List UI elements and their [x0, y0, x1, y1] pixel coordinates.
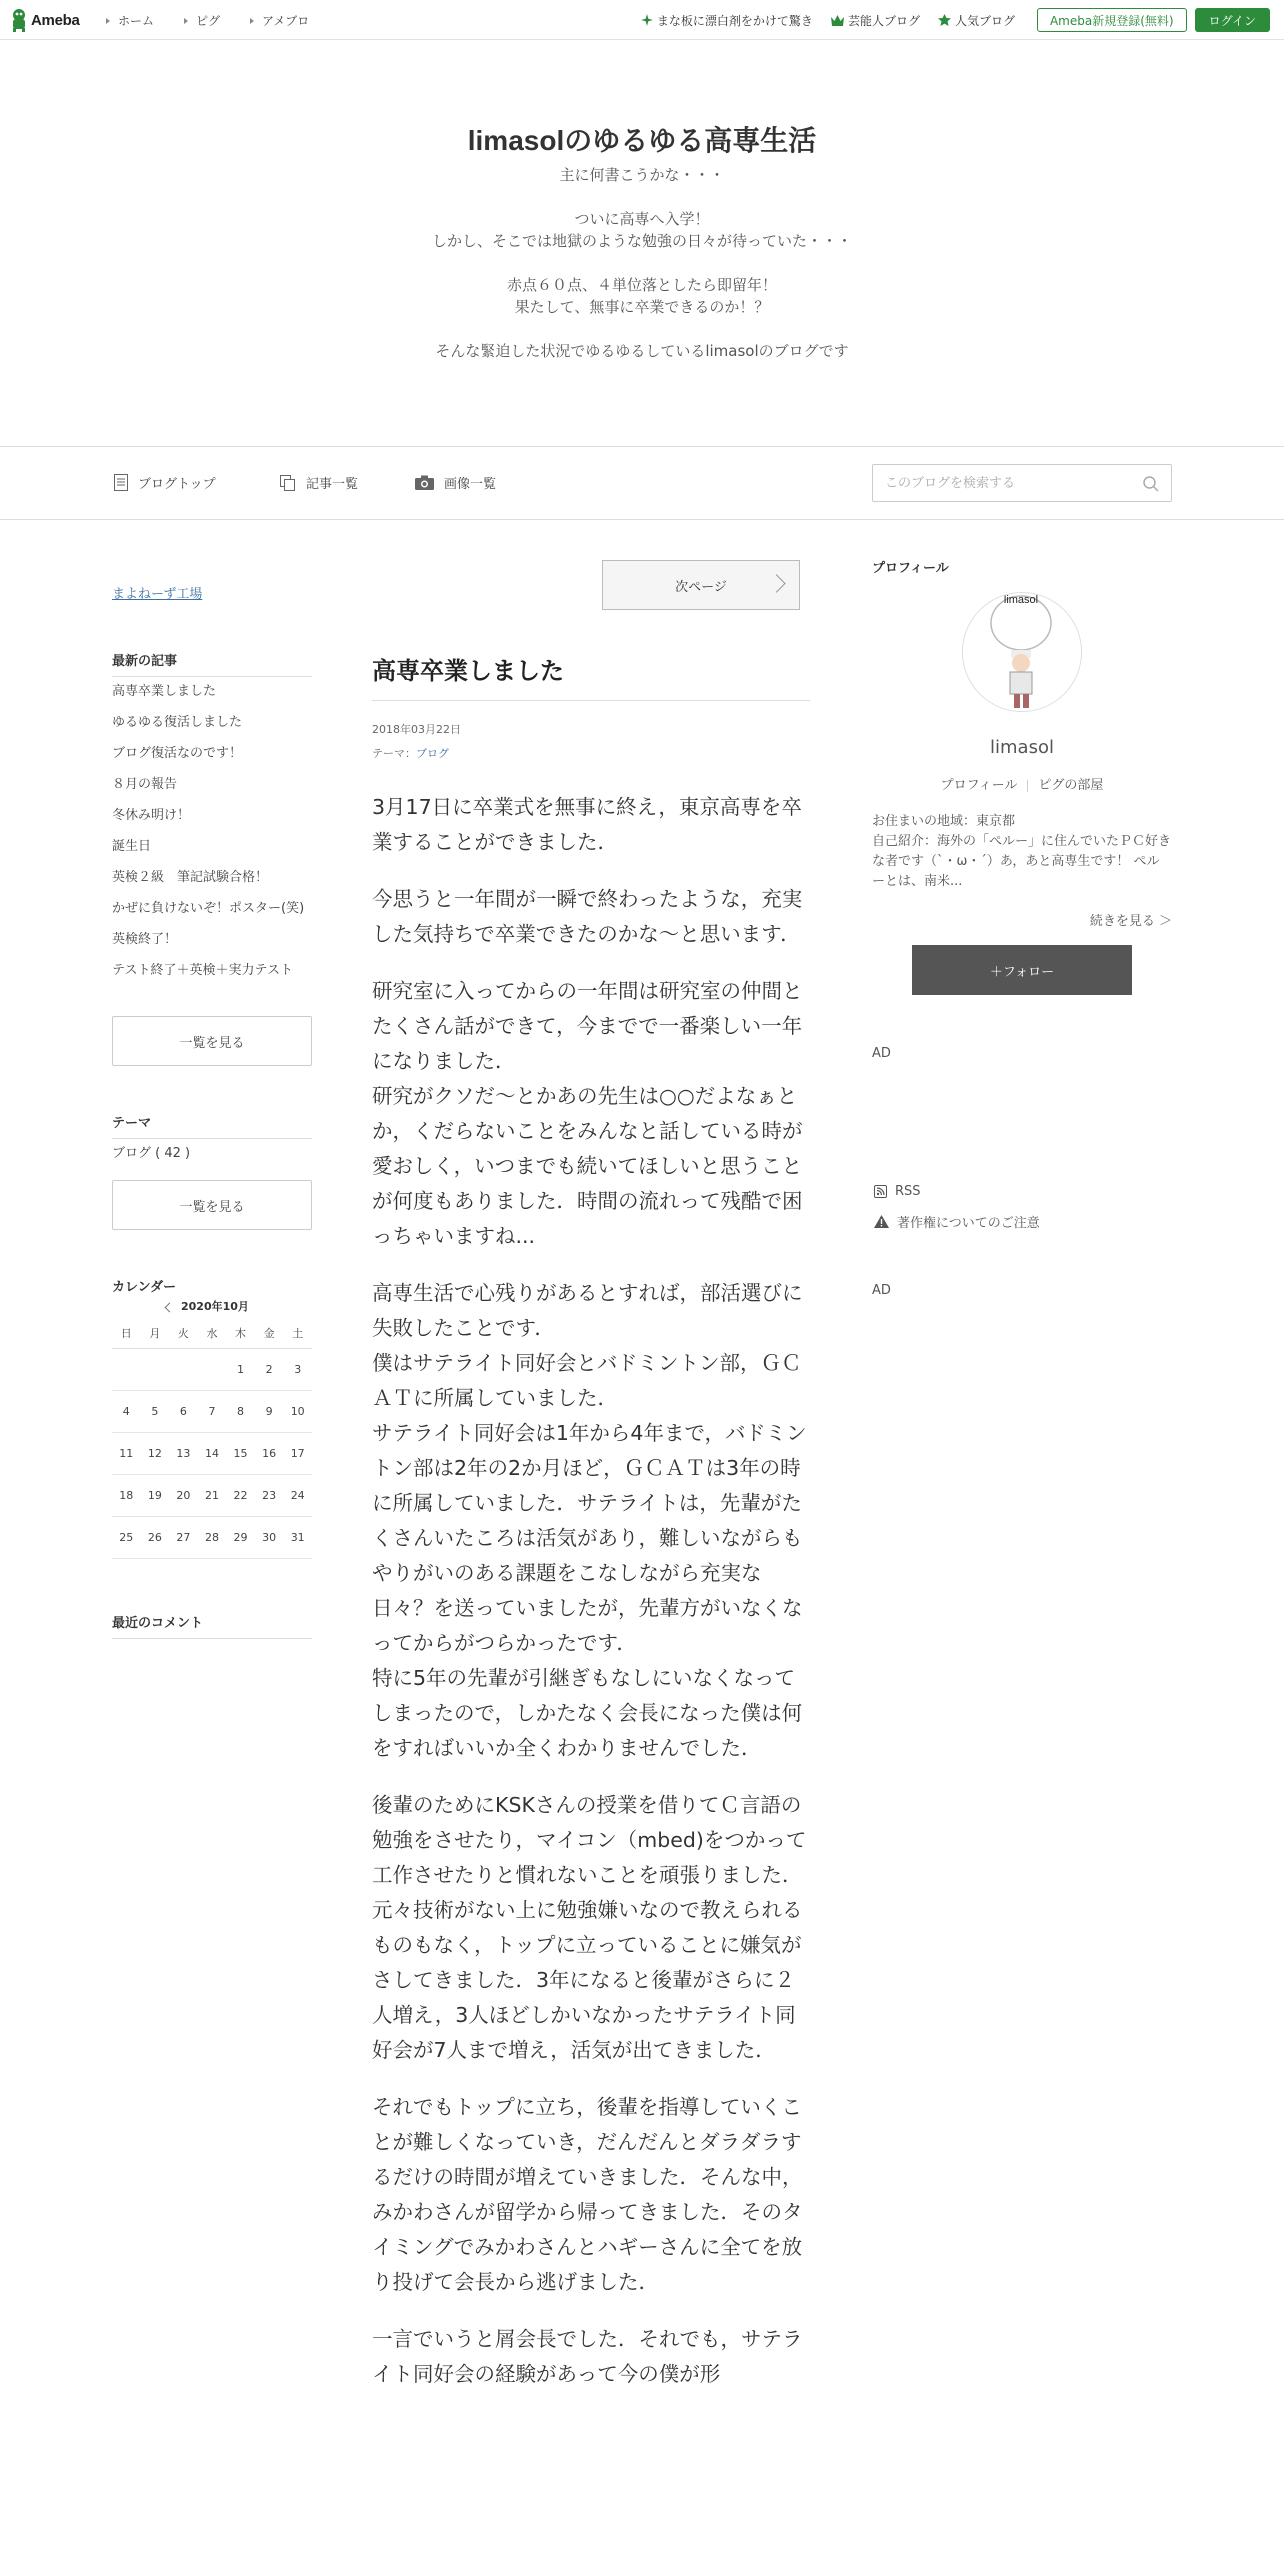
- weekday: 水: [198, 1318, 227, 1348]
- calendar-day: 24: [283, 1474, 312, 1516]
- weekday: 日: [112, 1318, 141, 1348]
- article-body: [372, 790, 812, 2414]
- next-page-label: 次ページ: [675, 579, 727, 595]
- recent-article-item[interactable]: テスト終了＋英検＋実力テスト: [112, 963, 293, 978]
- calendar-month: [166, 1298, 249, 1314]
- calendar-day: 11: [112, 1432, 141, 1474]
- calendar-day: [198, 1348, 227, 1390]
- recent-more-button[interactable]: 一覧を見る: [112, 1016, 312, 1066]
- blog-top-label: ブログトップ: [138, 477, 216, 492]
- article-title[interactable]: 高専卒業しました: [372, 658, 564, 685]
- article-paragraph: それでもトップに立ち，後輩を指導していくことが難しくなっていき，だんだんとダラダラするだけの時間が増えていきました．そんな中，みかわさんが留学から帰ってきました．そのタイミングでみかわさんとハギーさんに全てを放り投げて会長から逃げました．: [372, 2095, 803, 2294]
- calendar-week: [112, 1390, 312, 1432]
- calendar-day: 18: [112, 1474, 141, 1516]
- article-theme-link[interactable]: ブログ: [416, 747, 449, 760]
- calendar-day: 21: [198, 1474, 227, 1516]
- recent-article-item[interactable]: ８月の報告: [112, 777, 178, 792]
- image-list-label: 画像一覧: [444, 477, 497, 492]
- popular-blog-label: 人気ブログ: [954, 13, 1015, 28]
- weekday: 金: [255, 1318, 284, 1348]
- login-button[interactable]: ログイン: [1195, 8, 1270, 32]
- sparkle-icon: [641, 14, 653, 26]
- separator: [1027, 780, 1028, 792]
- recent-articles-heading: 最新の記事: [112, 650, 312, 677]
- recent-article-item[interactable]: 英検終了！: [112, 932, 178, 947]
- ameba-logo[interactable]: [10, 8, 80, 32]
- profile-bio: お住まいの地域：東京都 自己紹介：海外の「ぺルー」に住んでいたＰＣ好きな者です（`・ω・´）あ，あと高専生です！ ぺルーとは、南米...: [872, 814, 1172, 889]
- calendar-week: [112, 1432, 312, 1474]
- calendar-day: 2: [255, 1348, 284, 1390]
- article-date: 2018年03月22日: [372, 723, 461, 736]
- copy-icon: [280, 475, 296, 491]
- calendar-heading: カレンダー: [112, 1280, 177, 1295]
- weekday: 木: [226, 1318, 255, 1348]
- calendar-day: 1: [226, 1348, 255, 1390]
- next-page-button[interactable]: [602, 560, 800, 610]
- ameba-logo-icon: [10, 8, 28, 32]
- image-list-link[interactable]: [415, 473, 496, 492]
- profile-link[interactable]: プロフィール: [940, 778, 1018, 793]
- weekday: 月: [141, 1318, 170, 1348]
- copyright-notice-link[interactable]: [874, 1212, 1040, 1231]
- article-divider: [372, 700, 810, 701]
- profile-heading: プロフィール: [872, 561, 949, 576]
- calendar-day: 29: [226, 1516, 255, 1558]
- article-paragraph: 一言でいうと屑会長でした．それでも，サテライト同好会の経験があって今の僕が形: [372, 2327, 803, 2386]
- profile-links: [872, 774, 1172, 793]
- calendar-month-label: 2020年10月: [181, 1300, 249, 1313]
- calendar-week: [112, 1348, 312, 1390]
- calendar-day: 9: [255, 1390, 284, 1432]
- logo-text: Ameba: [31, 11, 80, 29]
- article-paragraph: 高専生活で心残りがあるとすれば，部活選びに失敗したことです． 僕はサテライト同好会とバドミントン部，ＧＣＡＴに所属していました． サテライト同好会は1年から4年まで，バドミントン部は2年の2か月ほど，ＧＣＡＴは3年の時に所属していました．サテライトは，先輩がたくさんいたころは活気があり，難しいながらもやりがいのある課題をこなしながら充実な日々？を送っていましたが，先輩方がいなくなってからがつらかったです． 特に5年の先輩が引継ぎもなしにいなくなってしまったので，しかたなく会長になった僕は何をすればいいか全くわかりませんでした．: [372, 1281, 807, 1760]
- calendar-week: [112, 1474, 312, 1516]
- article-paragraph: 今思うと一年間が一瞬で終わったような，充実した気持ちで卒業できたのかな～と思います．: [372, 887, 803, 946]
- recent-articles-list: [112, 683, 312, 993]
- copyright-notice-label: 著作権についてのご注意: [897, 1216, 1040, 1231]
- mayonnaise-factory-link[interactable]: まよねーず工場: [112, 587, 203, 602]
- crown-icon: [831, 15, 844, 26]
- weekday: 火: [169, 1318, 198, 1348]
- blog-title[interactable]: limasolのゆるゆる高専生活: [467, 125, 817, 156]
- pig-room-link[interactable]: ピグの部屋: [1038, 778, 1104, 793]
- caret-right-icon: [106, 18, 110, 24]
- avatar-caption: limasol: [1003, 594, 1039, 606]
- calendar-week: [112, 1516, 312, 1558]
- popular-blog-link[interactable]: [938, 12, 1015, 29]
- calendar-day: 12: [141, 1432, 170, 1474]
- avatar[interactable]: [962, 592, 1082, 712]
- rss-icon: [874, 1185, 887, 1198]
- calendar-day: 17: [283, 1432, 312, 1474]
- calendar-day: 20: [169, 1474, 198, 1516]
- calendar-day: 22: [226, 1474, 255, 1516]
- calendar-day: 26: [141, 1516, 170, 1558]
- article-paragraph: 3月17日に卒業式を無事に終え，東京高専を卒業することができました．: [372, 795, 802, 854]
- calendar-day: 23: [255, 1474, 284, 1516]
- nav-ameblo-label: アメブロ: [262, 14, 310, 28]
- chevron-right-icon: [767, 574, 785, 592]
- nav-ameblo[interactable]: [250, 12, 309, 29]
- recent-article-item[interactable]: 冬休み明け！: [112, 808, 191, 823]
- nav-home[interactable]: [106, 12, 154, 29]
- calendar-weekday-row: [112, 1318, 312, 1348]
- recent-article-item[interactable]: 誕生日: [112, 839, 152, 854]
- calendar-day: [112, 1348, 141, 1390]
- calendar-day: 3: [283, 1348, 312, 1390]
- celebrity-blog-label: 芸能人ブログ: [847, 13, 920, 28]
- chevron-left-icon[interactable]: [165, 1302, 175, 1312]
- calendar-day: 6: [169, 1390, 198, 1432]
- rss-label: RSS: [895, 1184, 921, 1199]
- rss-link[interactable]: [874, 1184, 921, 1199]
- theme-heading: テーマ: [112, 1112, 312, 1139]
- calendar-day: 19: [141, 1474, 170, 1516]
- blog-top-link[interactable]: [114, 473, 216, 492]
- calendar-day: 8: [226, 1390, 255, 1432]
- calendar-day: 27: [169, 1516, 198, 1558]
- header-right: [641, 8, 1270, 32]
- article-paragraph: 研究室に入ってからの一年間は研究室の仲間とたくさん話ができて，今までで一番楽しい一年になりました． 研究がクソだ～とかあの先生は○○だよなぁとか，くだらないことをみんなと話している時が愛おしく，いつまでも続いてほしいと思うことが何度もありました．時間の流れって残酷で困っちゃいますね...: [372, 979, 803, 1248]
- calendar-day: 10: [283, 1390, 312, 1432]
- blog-description: 主に何書こうかな・・・ ついに高専へ入学！ しかし、そこでは地獄のような勉強の日々が待っていた・・・ 赤点６０点、４単位落としたら即留年！ 果たして、無事に卒業できるのか！？ そんな緊迫した状況でゆるゆるしているlimasolのブログです: [431, 166, 852, 360]
- star-icon: [938, 14, 951, 26]
- calendar-day: [141, 1348, 170, 1390]
- recent-article-item[interactable]: 英検２級 筆記試験合格！: [112, 870, 269, 885]
- weekday: 土: [283, 1318, 312, 1348]
- theme-list: [112, 1145, 312, 1162]
- theme-more-button[interactable]: 一覧を見る: [112, 1180, 312, 1230]
- blog-search: [872, 464, 1172, 502]
- theme-item[interactable]: ブログ ( 42 ): [112, 1146, 191, 1161]
- document-icon: [114, 474, 128, 491]
- calendar-table: [112, 1318, 312, 1559]
- article-list-link[interactable]: [280, 473, 358, 492]
- caret-right-icon: [250, 18, 254, 24]
- nav-pigg-label: ピグ: [196, 14, 221, 28]
- blog-search-input[interactable]: [873, 465, 1123, 501]
- article-theme-prefix: テーマ：: [372, 747, 416, 760]
- calendar-day: 31: [283, 1516, 312, 1558]
- register-button[interactable]: Ameba新規登録(無料): [1037, 8, 1187, 32]
- article-theme: [372, 745, 449, 761]
- warning-icon: [874, 1215, 889, 1228]
- blog-nav: [0, 447, 1284, 520]
- caret-right-icon: [184, 18, 188, 24]
- calendar-day: [169, 1348, 198, 1390]
- calendar-day: 5: [141, 1390, 170, 1432]
- calendar-day: 7: [198, 1390, 227, 1432]
- camera-icon: [415, 475, 434, 490]
- calendar-day: 13: [169, 1432, 198, 1474]
- avatar-illustration: [963, 593, 1082, 712]
- global-header: [0, 0, 1284, 40]
- recent-article-item[interactable]: 高専卒業しました: [112, 684, 217, 699]
- trending-link-label: まな板に漂白剤をかけて驚き: [656, 13, 813, 28]
- read-more-link[interactable]: 続きを見る ＞: [1089, 914, 1172, 929]
- article-paragraph: 後輩のためにKSKさんの授業を借りてＣ言語の勉強をさせたり，マイコン（mbed)をつかって工作させたりと慣れないことを頑張りました．元々技術がない上に勉強嫌いなので教えられるものもなく，トップに立っていることに嫌気がさしてきました．3年になると後輩がさらに２人増え，3人ほどしかいなかったサテライト同好会が7人まで増え，活気が出てきました．: [372, 1793, 807, 2062]
- recent-comments-heading: 最近のコメント: [112, 1612, 312, 1639]
- calendar-day: 25: [112, 1516, 141, 1558]
- calendar-day: 30: [255, 1516, 284, 1558]
- calendar-day: 16: [255, 1432, 284, 1474]
- ad-label: AD: [872, 1046, 891, 1061]
- recent-article-item[interactable]: ブログ復活なのです！: [112, 746, 243, 761]
- trending-link[interactable]: [641, 12, 813, 29]
- ad-label: AD: [872, 1283, 891, 1298]
- nav-home-label: ホーム: [118, 14, 155, 28]
- calendar-day: 14: [198, 1432, 227, 1474]
- calendar-day: 15: [226, 1432, 255, 1474]
- nav-pigg[interactable]: [184, 12, 220, 29]
- calendar-day: 28: [198, 1516, 227, 1558]
- follow-button[interactable]: ＋フォロー: [912, 945, 1132, 995]
- celebrity-blog-link[interactable]: [831, 12, 920, 29]
- recent-article-item[interactable]: ゆるゆる復活しました: [112, 715, 243, 730]
- article-list-label: 記事一覧: [306, 477, 359, 492]
- recent-article-item[interactable]: かぜに負けないぞ！ポスター(笑): [112, 901, 305, 916]
- profile-name[interactable]: limasol: [990, 737, 1054, 758]
- blog-header: [0, 40, 1284, 446]
- global-nav: [106, 12, 339, 29]
- calendar-day: 4: [112, 1390, 141, 1432]
- search-icon[interactable]: [1143, 476, 1159, 492]
